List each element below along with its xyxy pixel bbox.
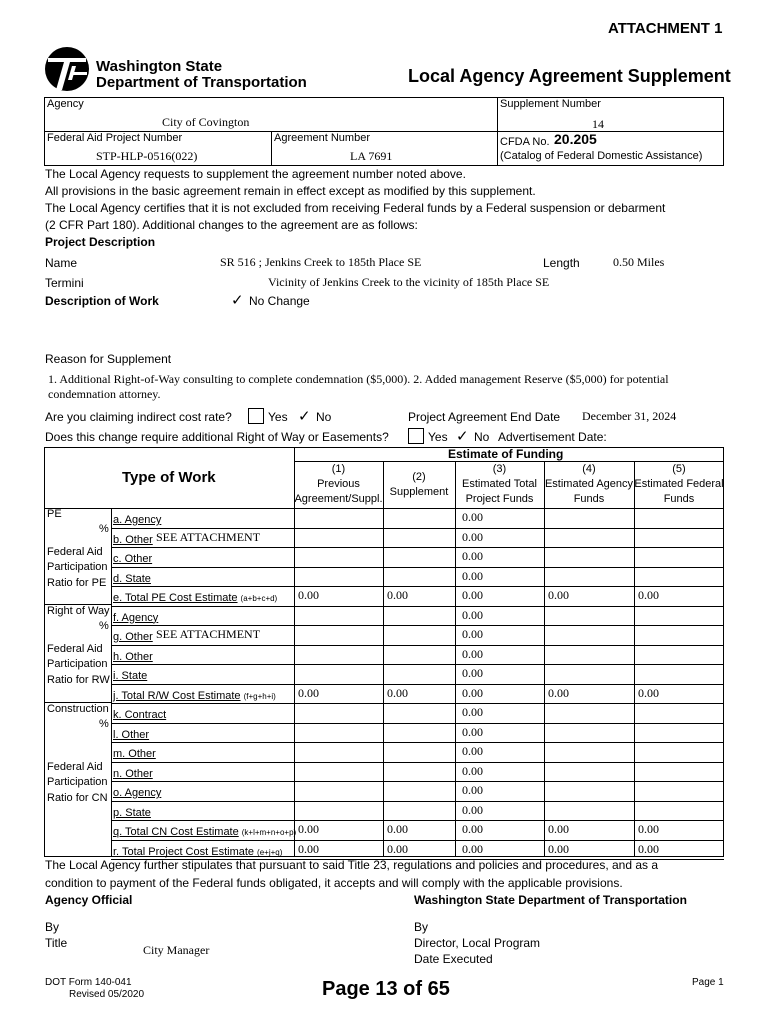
- fed-aid-field[interactable]: STP-HLP-0516(022): [96, 149, 198, 163]
- row-c3-value[interactable]: 0.00: [462, 705, 483, 719]
- intro-line4: (2 CFR Part 180). Additional changes to the agreement are as follows:: [45, 218, 418, 232]
- row-c2-value[interactable]: 0.00: [387, 588, 408, 602]
- row-label: e. Total PE Cost Estimate (a+b+c+d): [113, 592, 278, 604]
- row-label: l. Other: [113, 728, 150, 741]
- termini-field[interactable]: Vicinity of Jenkins Creek to the vicinity of 185th Place SE: [268, 275, 550, 289]
- row-label: n. Other: [113, 767, 153, 780]
- attachment-label: ATTACHMENT 1: [608, 20, 723, 37]
- row-c3-value[interactable]: 0.00: [462, 607, 483, 622]
- estimate-heading: Estimate of Funding: [448, 447, 564, 461]
- cn-fap1: Federal Aid: [47, 761, 103, 773]
- row-yes-checkbox[interactable]: [408, 428, 424, 444]
- col2-header: (2) Supplement: [389, 471, 449, 498]
- intro-line2: All provisions in the basic agreement remain in effect except as modified by this supplement.: [45, 184, 536, 198]
- indirect-yes-checkbox[interactable]: [248, 408, 264, 424]
- row-label: o. Agency: [113, 787, 162, 799]
- intro-line3: The Local Agency certifies that it is not excluded from receiving Federal funds by a Federal suspension or debarment: [45, 201, 666, 215]
- cn-group-label: Construction: [47, 703, 109, 715]
- agency-title-field[interactable]: City Manager: [143, 943, 210, 957]
- row-label: a. Agency: [113, 514, 162, 526]
- row-c3-value[interactable]: 0.00: [462, 685, 483, 700]
- row-c3-value[interactable]: 0.00: [462, 549, 483, 563]
- page-number: Page 1: [692, 977, 724, 988]
- row-c5-value[interactable]: 0.00: [638, 841, 659, 856]
- termini-label: Termini: [45, 276, 84, 290]
- row-c3-value[interactable]: 0.00: [462, 627, 483, 641]
- row-c3-value[interactable]: 0.00: [462, 588, 483, 602]
- wsdot-by-label: By: [414, 920, 429, 934]
- row-c4-value[interactable]: 0.00: [548, 588, 569, 602]
- row-c5-value[interactable]: 0.00: [638, 685, 659, 700]
- type-of-work-heading: Type of Work: [122, 469, 216, 486]
- row-c1-value[interactable]: 0.00: [298, 685, 319, 700]
- row-group-label: Right of Way: [47, 605, 110, 617]
- cn-pct: %: [99, 718, 109, 730]
- closing-line2: condition to payment of the Federal funds obligated, it accepts and will comply with the applicable provisions.: [45, 876, 623, 890]
- org-name-line1: Washington State: [96, 58, 223, 75]
- end-date-field[interactable]: December 31, 2024: [582, 409, 677, 423]
- col5-header: (5) Estimated Federal Funds: [634, 463, 724, 505]
- agreement-number-label: Agreement Number: [274, 132, 370, 144]
- pe-group-label: PE: [47, 508, 62, 520]
- row-c3-value[interactable]: 0.00: [462, 666, 483, 680]
- form-number: DOT Form 140-041: [45, 977, 132, 988]
- row-no-label: No: [474, 430, 490, 444]
- row-c1-value[interactable]: 0.00: [298, 588, 319, 602]
- row-label: b. Other: [113, 533, 153, 546]
- row-c2-value[interactable]: 0.00: [387, 685, 408, 700]
- project-description-heading: Project Description: [45, 235, 156, 249]
- row-c2-value[interactable]: 0.00: [387, 822, 408, 836]
- wsdot-heading: Washington State Department of Transportation: [414, 893, 687, 907]
- row-note[interactable]: SEE ATTACHMENT: [156, 627, 261, 641]
- row-label: k. Contract: [113, 709, 167, 721]
- cfda-label: CFDA No.: [500, 136, 550, 148]
- form-revised: Revised 05/2020: [69, 989, 145, 1000]
- length-field[interactable]: 0.50 Miles: [613, 255, 665, 269]
- row-label: h. Other: [113, 650, 153, 663]
- rw-fap2: Participation: [47, 658, 108, 670]
- agency-label: Agency: [47, 98, 84, 110]
- work-check-icon: ✓: [231, 292, 244, 309]
- row-c3-value[interactable]: 0.00: [462, 783, 483, 797]
- name-label: Name: [45, 256, 78, 270]
- reason-label: Reason for Supplement: [45, 352, 172, 366]
- director-label: Director, Local Program: [414, 936, 541, 950]
- agreement-number-field[interactable]: LA 7691: [350, 149, 393, 163]
- row-c2-value[interactable]: 0.00: [387, 841, 408, 856]
- pe-pct: %: [99, 523, 109, 535]
- row-label: d. State: [113, 572, 151, 585]
- work-description-label: Description of Work: [45, 294, 159, 308]
- row-c3-value[interactable]: 0.00: [462, 841, 483, 856]
- indirect-no-check-icon[interactable]: ✓: [298, 408, 311, 425]
- agency-field[interactable]: City of Covington: [162, 115, 250, 129]
- date-executed-label: Date Executed: [414, 952, 493, 966]
- agency-by-label: By: [45, 920, 60, 934]
- row-no-check-icon[interactable]: ✓: [456, 428, 469, 445]
- row-question: Does this change require additional Right of Way or Easements?: [45, 430, 389, 444]
- end-date-label: Project Agreement End Date: [408, 410, 561, 424]
- supplement-number-label: Supplement Number: [500, 98, 601, 110]
- pe-fap2: Participation: [47, 561, 108, 573]
- indirect-no-label: No: [316, 410, 332, 424]
- reason-line2[interactable]: condemnation attorney.: [48, 387, 161, 401]
- name-field[interactable]: SR 516 ; Jenkins Creek to 185th Place SE: [220, 255, 422, 269]
- cfda-note: (Catalog of Federal Domestic Assistance): [500, 150, 703, 162]
- row-c1-value[interactable]: 0.00: [298, 841, 319, 856]
- row-c3-value[interactable]: 0.00: [462, 744, 483, 758]
- row-c3-value[interactable]: 0.00: [462, 822, 483, 836]
- row-pct: %: [99, 620, 109, 632]
- col1-header: (1) Previous Agreement/Suppl.: [294, 463, 383, 505]
- col3-header: (3) Estimated Total Project Funds: [461, 463, 537, 505]
- row-label: i. State: [113, 670, 148, 682]
- advertisement-date-label: Advertisement Date:: [498, 430, 607, 444]
- form-title: Local Agency Agreement Supplement: [408, 66, 731, 86]
- row-label: r. Total Project Cost Estimate (e+j+q): [113, 845, 283, 858]
- row-label: q. Total CN Cost Estimate (k+l+m+n+o+p): [113, 826, 297, 838]
- row-c3-value[interactable]: 0.00: [462, 510, 483, 524]
- row-label: p. State: [113, 806, 151, 819]
- cn-fap2: Participation: [47, 776, 108, 788]
- rw-fap1: Federal Aid: [47, 643, 103, 655]
- org-name-line2: Department of Transportation: [96, 74, 307, 91]
- row-yes-label: Yes: [428, 430, 448, 444]
- reason-line1[interactable]: 1. Additional Right-of-Way consulting to complete condemnation ($5,000). 2. Added management Reserve ($5,000) for potential: [48, 372, 669, 386]
- row-label: f. Agency: [113, 611, 159, 624]
- intro-line1: The Local Agency requests to supplement the agreement number noted above.: [45, 167, 466, 181]
- length-label: Length: [543, 256, 580, 270]
- row-c4-value[interactable]: 0.00: [548, 822, 569, 836]
- row-c3-value[interactable]: 0.00: [462, 646, 483, 661]
- row-c5-value[interactable]: 0.00: [638, 822, 659, 836]
- row-label: g. Other: [113, 631, 153, 643]
- wsdot-logo-icon: [44, 46, 90, 92]
- row-c3-value[interactable]: 0.00: [462, 568, 483, 583]
- fed-aid-label: Federal Aid Project Number: [47, 132, 183, 144]
- agency-title-label: Title: [45, 936, 68, 950]
- pe-fap1: Federal Aid: [47, 546, 103, 558]
- row-c1-value[interactable]: 0.00: [298, 822, 319, 836]
- page-of-count: Page 13 of 65: [322, 978, 450, 1000]
- work-description-value[interactable]: No Change: [249, 294, 310, 308]
- agency-official-heading: Agency Official: [45, 893, 133, 907]
- row-c5-value[interactable]: 0.00: [638, 588, 659, 602]
- row-c3-value[interactable]: 0.00: [462, 724, 483, 739]
- row-c4-value[interactable]: 0.00: [548, 685, 569, 700]
- row-c3-value[interactable]: 0.00: [462, 763, 483, 778]
- row-label: m. Other: [113, 748, 156, 760]
- rw-ratio: Ratio for RW: [47, 674, 110, 686]
- supplement-number-field[interactable]: 14: [592, 117, 604, 131]
- row-label: c. Other: [113, 553, 153, 565]
- row-c3-value[interactable]: 0.00: [462, 529, 483, 544]
- row-c4-value[interactable]: 0.00: [548, 841, 569, 856]
- row-note[interactable]: SEE ATTACHMENT: [156, 529, 261, 544]
- cfda-value: 20.205: [554, 131, 597, 147]
- closing-line1: The Local Agency further stipulates that pursuant to said Title 23, regulations and policies and procedures, and as a: [45, 858, 659, 872]
- col4-header: (4) Estimated Agency Funds: [544, 463, 634, 505]
- cn-ratio: Ratio for CN: [47, 792, 108, 804]
- indirect-yes-label: Yes: [268, 410, 288, 424]
- pe-ratio: Ratio for PE: [47, 577, 107, 589]
- row-c3-value[interactable]: 0.00: [462, 802, 483, 817]
- row-label: j. Total R/W Cost Estimate (f+g+h+i): [113, 689, 276, 702]
- indirect-cost-question: Are you claiming indirect cost rate?: [45, 410, 232, 424]
